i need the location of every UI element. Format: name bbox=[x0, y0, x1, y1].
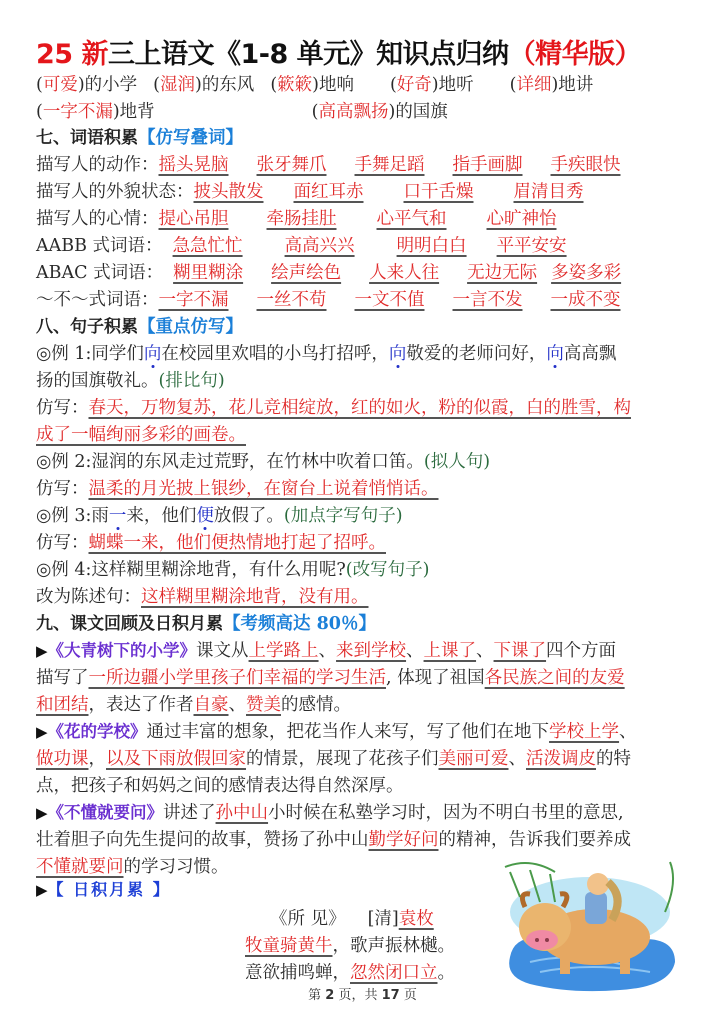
poem-key: 牧童骑黄牛 bbox=[245, 936, 333, 956]
lesson-text: 壮着胆子向先生提问的故事，赞扬了孙中山 bbox=[36, 830, 369, 850]
lesson-text: 的精神，告诉我们要养成 bbox=[438, 830, 631, 850]
example-text: 同学们 bbox=[91, 344, 144, 364]
vocab-label: ～不～式词语： bbox=[36, 290, 159, 310]
poem-text: ，歌声振林樾。 bbox=[332, 936, 455, 956]
fill-word: 详细 bbox=[516, 75, 552, 95]
fill-suffix: 地讲 bbox=[558, 75, 594, 95]
lesson-title: 《大青树下的小学》 bbox=[47, 641, 197, 660]
vocab-word: 一字不漏 bbox=[158, 290, 229, 310]
lesson-1-line-1 bbox=[36, 638, 616, 664]
imitate-label: 仿写： bbox=[36, 398, 89, 418]
vocab-word: 手舞足蹈 bbox=[354, 155, 425, 175]
poem-dynasty: [清] bbox=[367, 909, 399, 929]
dotted-char: 便 bbox=[196, 506, 214, 526]
lesson-text: 小时候在私塾学习时，因为不明白书里的意思, bbox=[268, 803, 624, 823]
example-label: ◎例 4: bbox=[36, 560, 92, 580]
imitate-label: 仿写： bbox=[36, 479, 89, 499]
section-9-heading bbox=[36, 611, 376, 637]
vocab-word: 一言不发 bbox=[452, 290, 523, 310]
lesson-text: 讲述了 bbox=[163, 803, 216, 823]
key-phrase: 自豪 bbox=[193, 695, 229, 715]
lesson-3-line-2 bbox=[36, 827, 631, 853]
poem-line-1 bbox=[245, 932, 455, 957]
vocab-label: ABAC 式词语： bbox=[36, 263, 164, 283]
key-phrase: 上课了 bbox=[423, 641, 477, 661]
lesson-text: 、 bbox=[318, 641, 337, 661]
imitate-1-line-2 bbox=[36, 422, 246, 448]
poem-text: 。 bbox=[437, 963, 455, 983]
lesson-3-line-1 bbox=[36, 800, 624, 826]
lesson-text: , 体现了祖国 bbox=[386, 668, 485, 688]
key-phrase: 上学路上 bbox=[248, 641, 319, 661]
lesson-title: 《不懂就要问》 bbox=[47, 803, 164, 822]
dotted-char: 向 bbox=[143, 344, 162, 364]
fill-words-row-2: (一字不漏)地背 (高高飘扬)的国旗 bbox=[36, 102, 448, 122]
vocab-row-aabb bbox=[36, 233, 567, 259]
vocab-word: 一丝不苟 bbox=[256, 290, 327, 310]
vocab-word: 无边无际 bbox=[467, 263, 538, 283]
fill-suffix: 地听 bbox=[438, 75, 474, 95]
title-suffix: （精华版） bbox=[508, 39, 642, 70]
vocab-word: 一文不值 bbox=[354, 290, 425, 310]
vocab-word: 多姿多彩 bbox=[551, 263, 622, 283]
triangle-bullet-icon: ▶ bbox=[36, 723, 48, 741]
lesson-text: 四个方面 bbox=[546, 641, 617, 661]
fill-word: 簌簌 bbox=[277, 75, 313, 95]
fill-word: 高高飘扬 bbox=[318, 102, 389, 122]
example-text: 在校园里欢唱的小鸟打招呼， bbox=[161, 344, 389, 364]
lesson-text: 、 bbox=[406, 641, 424, 661]
vocab-label: 描写人的心情： bbox=[36, 209, 159, 229]
example-1-line-2 bbox=[36, 368, 225, 394]
key-phrase: 下课了 bbox=[493, 641, 547, 661]
lesson-text: 描写了 bbox=[36, 668, 89, 688]
example-label: ◎例 3: bbox=[36, 506, 92, 526]
fill-suffix: 的小学 bbox=[84, 75, 138, 95]
triangle-bullet-icon: ▶ bbox=[36, 804, 48, 822]
vocab-label: 描写人的外貌状态： bbox=[36, 182, 194, 202]
lesson-text: 的情景，展现了花孩子们 bbox=[246, 749, 439, 769]
example-text: 放假了。 bbox=[213, 506, 284, 526]
poem-title-line bbox=[270, 905, 434, 930]
vocab-word: 急急忙忙 bbox=[172, 236, 243, 256]
vocab-word: 牵肠挂肚 bbox=[266, 209, 337, 229]
rewrite-label: 改为陈述句： bbox=[36, 587, 141, 607]
vocab-word: 人来人往 bbox=[369, 263, 440, 283]
dotted-char: 向 bbox=[546, 344, 564, 364]
fill-word: 湿润 bbox=[159, 75, 195, 95]
daily-label: 【 日积月累 】 bbox=[47, 880, 171, 899]
example-text: 雨 bbox=[91, 506, 109, 526]
key-phrase: 活泼调皮 bbox=[526, 749, 596, 769]
lesson-text: 课文从 bbox=[196, 641, 249, 661]
lesson-2-line-3 bbox=[36, 773, 404, 799]
vocab-word: 披头散发 bbox=[193, 182, 264, 202]
key-phrase: 和团结 bbox=[36, 695, 89, 715]
imitate-label: 仿写： bbox=[36, 533, 89, 553]
lesson-text: ，表达了作者 bbox=[88, 695, 194, 715]
title-main: 三上语文《1-8 单元》知识点归纳 bbox=[107, 39, 509, 70]
sentence-type: (排比句) bbox=[158, 371, 225, 391]
lesson-text: 的学习习惯。 bbox=[123, 857, 229, 877]
vocab-word: 心平气和 bbox=[376, 209, 447, 229]
total-pages: 17 bbox=[381, 988, 400, 1003]
section-tag: 【考频高达 80％】 bbox=[223, 614, 376, 634]
vocab-word: 一成不变 bbox=[550, 290, 621, 310]
section-heading: 八、句子积累 bbox=[36, 317, 138, 337]
section-tag: 【仿写叠词】 bbox=[138, 128, 243, 148]
footer-text: 页，共 bbox=[334, 988, 382, 1003]
sentence-type: (改写句子) bbox=[345, 560, 430, 580]
section-tag: 【重点仿写】 bbox=[138, 317, 243, 337]
page-footer bbox=[0, 984, 725, 1003]
imitate-2 bbox=[36, 476, 439, 502]
lesson-text: 、 bbox=[508, 749, 526, 769]
fill-words-row-1: (可爱)的小学 (湿润)的东风 (簌簌)地响 (好奇)地听 (详细)地讲 bbox=[36, 75, 594, 95]
dotted-char: 一 bbox=[108, 506, 127, 526]
triangle-bullet-icon: ▶ bbox=[36, 642, 48, 660]
fill-word: 一字不漏 bbox=[42, 102, 113, 122]
fill-suffix: 的东风 bbox=[201, 75, 255, 95]
vocab-word: 摇头晃脑 bbox=[158, 155, 229, 175]
triangle-bullet-icon: ▶ bbox=[36, 881, 48, 899]
vocab-word: 绘声绘色 bbox=[271, 263, 342, 283]
vocab-row-abac bbox=[36, 260, 621, 286]
section-heading: 七、词语积累 bbox=[36, 128, 138, 148]
vocab-word: 眉清目秀 bbox=[513, 182, 584, 202]
key-phrase: 不懂就要问 bbox=[36, 857, 124, 877]
example-text: 扬的国旗敬礼。 bbox=[36, 371, 159, 391]
vocab-row-mood bbox=[36, 206, 557, 232]
daily-accumulation-heading bbox=[36, 877, 171, 903]
vocab-word: 糊里糊涂 bbox=[173, 263, 244, 283]
imitate-answer: 蝴蝶一来，他们便热情地打起了招呼。 bbox=[88, 533, 386, 553]
lesson-text: 点，把孩子和妈妈之间的感情表达得自然深厚。 bbox=[36, 776, 404, 796]
rewrite-4 bbox=[36, 584, 369, 610]
vocab-word: 高高兴兴 bbox=[284, 236, 355, 256]
poem-text: 意欲捕鸣蝉， bbox=[245, 963, 350, 983]
example-text: 高高飘 bbox=[563, 344, 617, 364]
vocab-word: 平平安安 bbox=[496, 236, 567, 256]
example-text: 湿润的东风走过荒野，在竹林中吹着口笛。 bbox=[91, 452, 424, 472]
key-phrase: 孙中山 bbox=[215, 803, 269, 823]
sentence-type: (拟人句) bbox=[423, 452, 491, 472]
page-number: 2 bbox=[325, 988, 335, 1003]
vocab-row-appearance bbox=[36, 179, 584, 205]
imitate-answer: 春天，万物复苏，花儿竞相绽放，红的如火，粉的似霞，白的胜雪，构 bbox=[88, 398, 631, 418]
lesson-text: 的感情。 bbox=[281, 695, 351, 715]
example-label: ◎例 2: bbox=[36, 452, 92, 472]
imitate-1-line-1 bbox=[36, 395, 631, 421]
vocab-word: 口干舌燥 bbox=[403, 182, 474, 202]
lesson-text: 、 bbox=[476, 641, 494, 661]
fill-suffix: 的国旗 bbox=[395, 102, 448, 122]
vocab-word: 手疾眼快 bbox=[550, 155, 621, 175]
key-phrase: 赞美 bbox=[246, 695, 281, 715]
fill-suffix: 地响 bbox=[318, 75, 354, 95]
key-phrase: 做功课 bbox=[36, 749, 89, 769]
example-text: 这样糊里糊涂地背，有什么用呢? bbox=[91, 560, 346, 580]
title-prefix: 25 新 bbox=[36, 39, 108, 70]
poem-title: 《所 见》 bbox=[270, 909, 346, 929]
fill-word: 好奇 bbox=[396, 75, 432, 95]
example-2 bbox=[36, 449, 490, 475]
lesson-2-line-2 bbox=[36, 746, 631, 772]
fill-word: 可爱 bbox=[42, 75, 78, 95]
cowherd-boy-on-ox-illustration bbox=[500, 852, 700, 992]
lesson-text: 、 bbox=[619, 722, 637, 742]
example-3 bbox=[36, 503, 403, 529]
key-phrase: 美丽可爱 bbox=[438, 749, 509, 769]
poem-author: 袁枚 bbox=[398, 909, 434, 929]
vocab-word: 提心吊胆 bbox=[158, 209, 229, 229]
rewrite-answer: 这样糊里糊涂地背，没有用。 bbox=[141, 587, 369, 607]
vocab-label: AABB 式词语： bbox=[36, 236, 163, 256]
imitate-answer: 成了一幅绚丽多彩的画卷。 bbox=[36, 425, 246, 445]
lesson-1-line-3 bbox=[36, 692, 351, 718]
section-7-heading bbox=[36, 125, 243, 151]
dotted-char: 向 bbox=[388, 344, 407, 364]
section-heading: 九、课文回顾及日积月累 bbox=[36, 614, 223, 634]
key-phrase: 来到学校 bbox=[336, 641, 407, 661]
section-8-heading bbox=[36, 314, 243, 340]
imitate-answer: 温柔的月光披上银纱，在窗台上说着悄悄话。 bbox=[88, 479, 439, 499]
example-text: 来，他们 bbox=[126, 506, 197, 526]
lesson-text: 通过丰富的想象，把花当作人来写，写了他们在地下 bbox=[146, 722, 550, 742]
key-phrase: 勤学好问 bbox=[368, 830, 439, 850]
vocab-word: 明明白白 bbox=[396, 236, 467, 256]
vocab-word: 指手画脚 bbox=[452, 155, 523, 175]
footer-text: 页 bbox=[399, 988, 417, 1003]
example-4 bbox=[36, 557, 429, 583]
page-title bbox=[36, 32, 641, 71]
fill-suffix: 地背 bbox=[119, 102, 155, 122]
vocab-word: 心旷神怡 bbox=[486, 209, 557, 229]
key-phrase: 学校上学 bbox=[549, 722, 620, 742]
example-1-line-1 bbox=[36, 341, 616, 367]
lesson-title: 《花的学校》 bbox=[47, 722, 147, 741]
key-phrase: 以及下雨放假回家 bbox=[106, 749, 246, 769]
key-phrase: 各民族之间的友爱 bbox=[484, 668, 625, 688]
poem-key: 忽然闭口立 bbox=[350, 963, 438, 983]
example-text: 敬爱的老师问好， bbox=[406, 344, 547, 364]
vocab-word: 面红耳赤 bbox=[293, 182, 364, 202]
lesson-text: 、 bbox=[228, 695, 246, 715]
example-label: ◎例 1: bbox=[36, 344, 92, 364]
vocab-label: 描写人的动作： bbox=[36, 155, 159, 175]
key-phrase: 一所边疆小学里孩子们幸福的学习生活 bbox=[88, 668, 386, 688]
vocab-row-bu bbox=[36, 287, 621, 313]
lesson-2-line-1 bbox=[36, 719, 637, 745]
lesson-text: ， bbox=[88, 749, 106, 769]
sentence-type: (加点字写句子) bbox=[283, 506, 403, 526]
lesson-text: 的特 bbox=[596, 749, 631, 769]
imitate-3 bbox=[36, 530, 386, 556]
poem-line-2 bbox=[245, 959, 455, 984]
lesson-1-line-2 bbox=[36, 665, 625, 691]
vocab-word: 张牙舞爪 bbox=[256, 155, 327, 175]
footer-text: 第 bbox=[308, 988, 326, 1003]
vocab-row-actions bbox=[36, 152, 621, 178]
